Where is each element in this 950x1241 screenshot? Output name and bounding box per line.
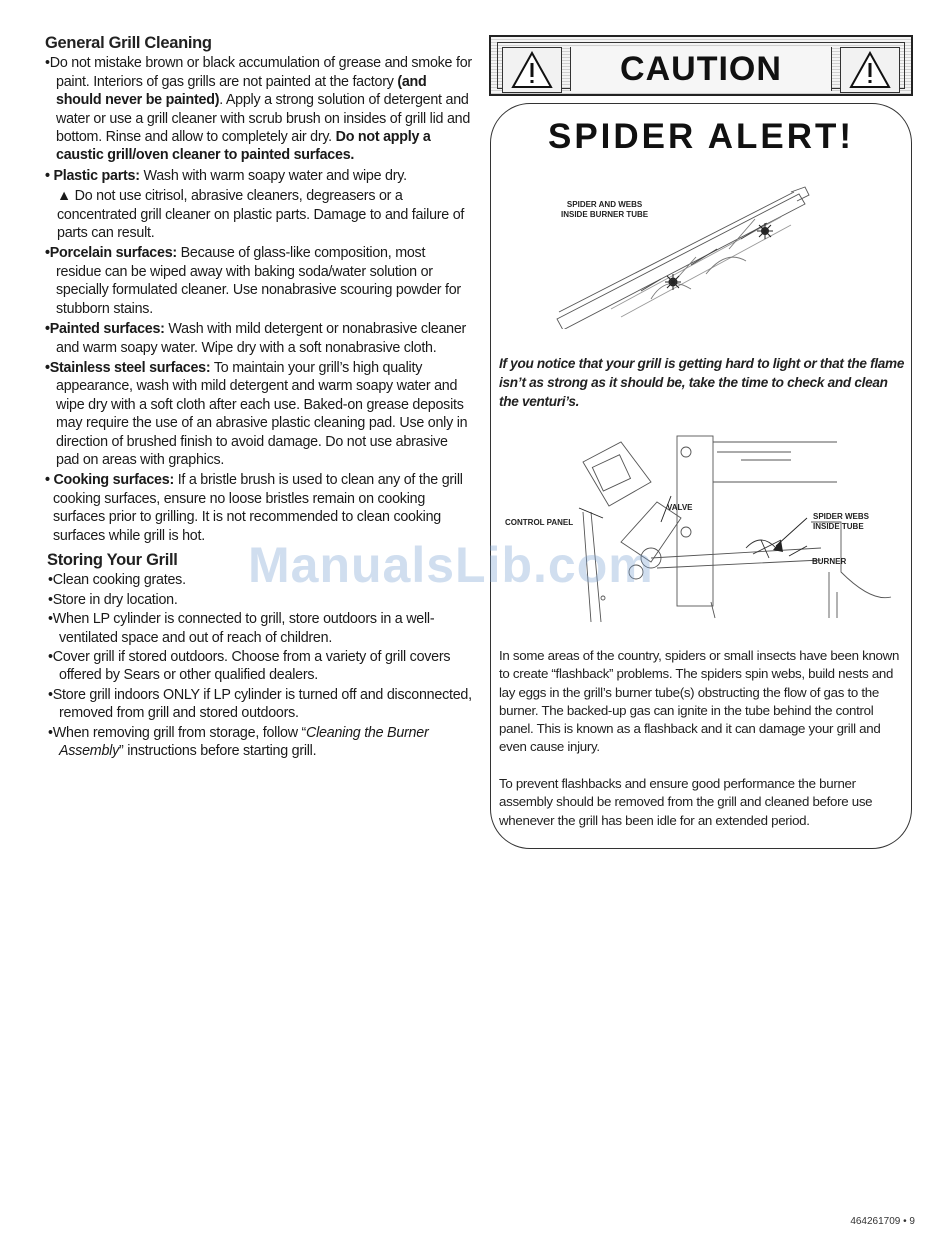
- never-painted-note: (and should never be painted): [56, 73, 427, 109]
- storing-heading: Storing Your Grill: [47, 550, 178, 569]
- spider-webs-tube-label: SPIDER WEBS INSIDE TUBE: [813, 512, 870, 531]
- left-column: [45, 34, 473, 761]
- spider-webs-label: SPIDER AND WEBS INSIDE BURNER TUBE: [561, 200, 649, 219]
- intro-paragraph: •Do not mistake brown or black accumulation of grease and smoke for paint. Interiors of gas grills are not painted at the factory (and should never be painted). Apply a strong solution of detergent and water or use a grill cleaner with scrub brush on insides of grill lid and bottom. Rinse and allow to completely air dry. Do not apply a caustic grill/oven cleaner to painted surfaces.: [45, 55, 472, 164]
- storing-list: [45, 571, 473, 760]
- porcelain-paragraph: •Porcelain surfaces: Because of glass-like composition, most residue can be wiped away with baking soda/water solution or specially formulated cleaner. Use nonabrasive scouring powder for stubborn stains.: [45, 245, 461, 317]
- caution-title: CAUTION: [570, 47, 832, 91]
- list-item: •Store in dry location.: [48, 591, 178, 608]
- plastic-parts-paragraph: • Plastic parts: Wash with warm soapy water and wipe dry.: [45, 167, 407, 184]
- watermark: ManualsLib.com: [248, 537, 654, 593]
- painted-paragraph: •Painted surfaces: Wash with mild detergent or nonabrasive cleaner and warm soapy water. Wipe dry with a soft nonabrasive cloth.: [45, 321, 467, 356]
- list-item: •Store grill indoors ONLY if LP cylinder is turned off and disconnected, removed from grill and stored outdoors.: [48, 686, 472, 722]
- spider-alert-title: SPIDER ALERT!: [547, 117, 855, 156]
- list-item: •When removing grill from storage, follow “Cleaning the Burner Assembly” instructions before starting grill.: [48, 724, 429, 760]
- flashback-prevention: To prevent flashbacks and ensure good performance the burner assembly should be removed from the grill and cleaned before use whenever the grill has been idle for an extended period.: [499, 776, 873, 828]
- flashback-explanation: In some areas of the country, spiders or small insects have been known to create “flashback” problems. The spiders spin webs, build nests and lay eggs in the grill’s burner tube(s) obstructing the flow of gas to the burner. The backed-up gas can ignite in the tube behind the control panel. This is known as a flashback and it can damage your grill and even cause injury.: [499, 648, 900, 755]
- stainless-paragraph: •Stainless steel surfaces: To maintain your grill’s high quality appearance, wash with mild detergent and warm soapy water and wipe dry with a soft cloth after each use. Baked-on grease deposits may require the use of an abrasive plastic cleaning pad. Use only in direction of brushed finish to avoid damage. Do not use abrasive pad on areas with graphics.: [45, 359, 468, 468]
- spider-alert-panel: [490, 103, 912, 849]
- burner-tube-diagram: [491, 179, 913, 329]
- list-item: •Cover grill if stored outdoors. Choose from a variety of grill covers offered by Sears or other qualified dealers.: [48, 649, 451, 684]
- control-panel-label: CONTROL PANEL: [505, 518, 574, 527]
- cooking-surfaces-paragraph: • Cooking surfaces: If a bristle brush is used to clean any of the grill cooking surfaces, ensure no loose bristles remain on cooking surfaces prior to grilling. It is not recommended to clean cooking surfaces while grill is hot.: [45, 472, 463, 544]
- page-footer: 464261709 • 9: [850, 1216, 915, 1227]
- caustic-cleaner-warning: Do not apply a caustic grill/oven cleaner to painted surfaces.: [56, 129, 431, 164]
- list-item: •Clean cooking grates.: [48, 572, 186, 589]
- plastic-parts-warning: ▲ Do not use citrisol, abrasive cleaners, degreasers or a concentrated grill cleaner on plastic parts. Damage to and failure of parts can result.: [57, 188, 465, 242]
- warning-triangle-icon: [840, 47, 900, 93]
- alert-lead-text: If you notice that your grill is getting hard to light or that the flame isn’t as strong as it should be, take the time to check and clean the venturi’s.: [499, 356, 905, 409]
- general-cleaning-heading: General Grill Cleaning: [45, 34, 212, 52]
- caution-banner: [489, 35, 913, 96]
- warning-triangle-icon: ▲: [57, 188, 71, 205]
- warning-triangle-icon: [502, 47, 562, 93]
- list-item: •When LP cylinder is connected to grill, store outdoors in a well-ventilated space and out of reach of children.: [48, 611, 435, 646]
- burner-label: BURNER: [812, 557, 847, 566]
- valve-label: VALVE: [667, 503, 693, 512]
